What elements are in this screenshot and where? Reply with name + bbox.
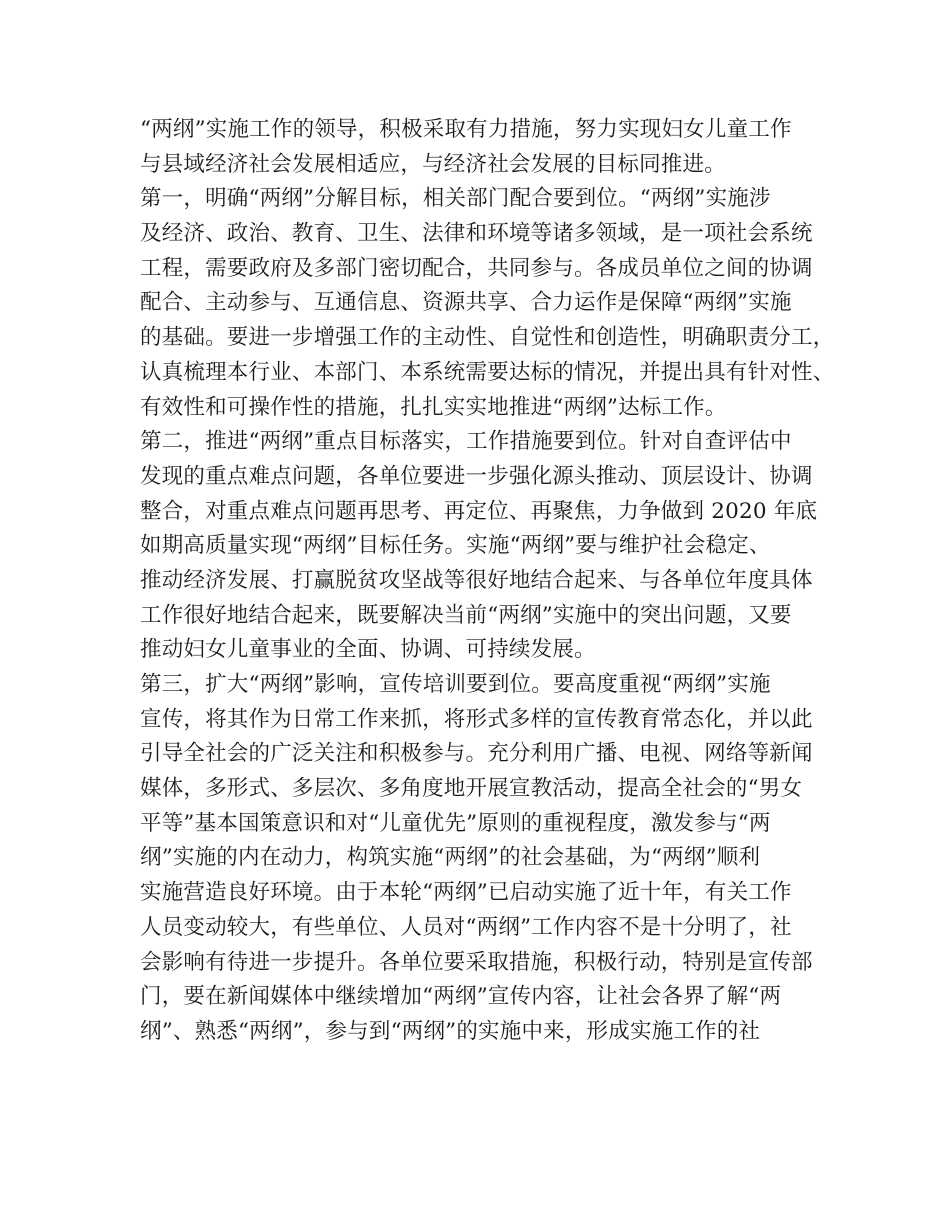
text-line: 第一，明确“两纲”分解目标，相关部门配合要到位。“两纲”实施涉 [140,186,771,212]
body-text [140,113,835,1050]
text-line: 门，要在新闻媒体中继续增加“两纲”宣传内容，让社会各界了解“两 [140,984,782,1010]
text-line: 平等”基本国策意识和对“儿童优先”原则的重视程度，激发参与“两 [140,810,771,836]
text-line: 认真梳理本行业、本部门、本系统需要达标的情况，并提出具有针对性、 [140,359,835,385]
text-line: 配合、主动参与、互通信息、资源共享、合力运作是保障“两纲”实施 [140,290,792,316]
text-line: 实施营造良好环境。由于本轮“两纲”已启动实施了近十年，有关工作 [140,880,792,906]
text-line: 会影响有待进一步提升。各单位要采取措施，积极行动，特别是宣传部 [140,949,813,975]
text-line: 发现的重点难点问题，各单位要进一步强化源头推动、顶层设计、协调 [140,463,813,489]
text-line: 纲”实施的内在动力，构筑实施“两纲”的社会基础，为“两纲”顺利 [140,845,761,871]
text-line: 推动妇女儿童事业的全面、协调、可持续发展。 [140,637,596,663]
text-line: 整合，对重点难点问题再思考、再定位、再聚焦，力争做到 2020 年底 [140,498,818,524]
text-line: 及经济、政治、教育、卫生、法律和环境等诸多领域，是一项社会系统 [140,221,813,247]
text-line: 第三，扩大“两纲”影响，宣传培训要到位。要高度重视“两纲”实施 [140,672,771,697]
text-line: “两纲”实施工作的领导，积极采取有力措施，努力实现妇女儿童工作 [140,117,792,142]
text-line: 工程，需要政府及多部门密切配合，共同参与。各成员单位之间的协调 [140,255,813,281]
text-line: 第二，推进“两纲”重点目标落实，工作措施要到位。针对自查评估中 [140,429,792,455]
text-line: 宣传，将其作为日常工作来抓，将形式多样的宣传教育常态化，并以此 [140,706,813,732]
text-line: 如期高质量实现“两纲”目标任务。实施“两纲”要与维护社会稳定、 [140,533,771,559]
text-line: 的基础。要进一步增强工作的主动性、自觉性和创造性，明确职责分工， [140,325,835,351]
text-line: 工作很好地结合起来，既要解决当前“两纲”实施中的突出问题，又要 [140,602,792,628]
text-line: 媒体，多形式、多层次、多角度地开展宣教活动，提高全社会的“男女 [140,776,803,802]
text-line: 引导全社会的广泛关注和积极参与。充分利用广播、电视、网络等新闻 [140,741,813,767]
text-line: 纲”、熟悉“两纲”，参与到“两纲”的实施中来，形成实施工作的社 [140,1018,761,1044]
text-line: 与县域经济社会发展相适应，与经济社会发展的目标同推进。 [140,151,726,177]
text-line: 人员变动较大，有些单位、人员对“两纲”工作内容不是十分明了，社 [140,914,792,940]
text-line: 推动经济发展、打赢脱贫攻坚战等很好地结合起来、与各单位年度具体 [140,567,813,593]
text-line: 有效性和可操作性的措施，扎扎实实地推进“两纲”达标工作。 [140,394,727,420]
